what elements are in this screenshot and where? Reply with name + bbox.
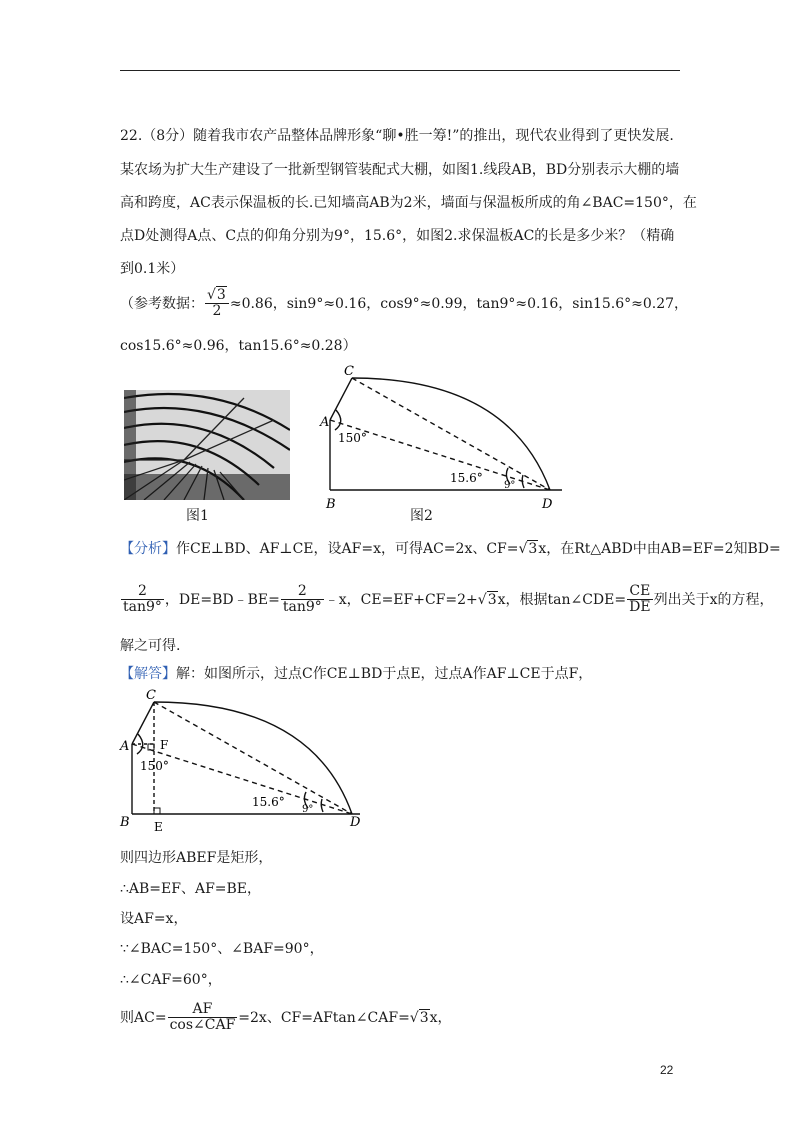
angle-9-label: 9° bbox=[504, 480, 516, 491]
sol-point-c-label: C bbox=[146, 688, 156, 703]
figure-2-caption: 图2 bbox=[410, 508, 433, 524]
frac3-den: DE bbox=[629, 599, 651, 616]
analysis-sqrt-arg: 3 bbox=[528, 541, 538, 557]
frac1-num: 2 bbox=[121, 584, 164, 600]
solution-s6-post: x， bbox=[429, 1009, 452, 1026]
fraction-ce-over-de bbox=[627, 584, 652, 616]
analysis-text-1: 作CE⊥BD、AF⊥CE，设AF=x，可得AC=2x、CF= bbox=[176, 541, 519, 557]
solution-intro: 解：如图所示，过点C作CE⊥BD于点E，过点A作AF⊥CE于点F， bbox=[176, 666, 593, 682]
solution-diagram bbox=[112, 686, 372, 836]
solution-s6-mid: =2x、CF=AFtan∠CAF= bbox=[238, 1009, 410, 1026]
analysis-line-2 bbox=[120, 584, 773, 616]
point-d-label: D bbox=[542, 497, 553, 512]
point-a-label: A bbox=[320, 415, 330, 430]
sol-point-b-label: B bbox=[120, 815, 130, 830]
solution-s6-pre: 则AC= bbox=[120, 1009, 167, 1026]
frac2-num: 2 bbox=[281, 584, 324, 600]
problem-line-5: 到0.1米） bbox=[120, 261, 185, 277]
solution-sqrt-arg: 3 bbox=[419, 1009, 429, 1026]
reference-denominator: 2 bbox=[212, 303, 222, 320]
sol-point-f-label: F bbox=[160, 738, 169, 752]
point-b-label: B bbox=[326, 497, 336, 512]
reference-rest: ≈0.86，sin9°≈0.16，cos9°≈0.99，tan9°≈0.16，sin15.6°≈0.27， bbox=[229, 295, 689, 312]
reference-sqrt-arg: 3 bbox=[216, 287, 226, 303]
greenhouse-photo bbox=[124, 390, 290, 500]
sol-angle-150-label: 150° bbox=[140, 759, 169, 773]
sol-point-d-label: D bbox=[350, 815, 361, 830]
analysis-text-4: x，根据tan∠CDE= bbox=[497, 591, 627, 608]
reference-prefix: （参考数据： bbox=[120, 295, 204, 312]
frac2-den: tan9° bbox=[282, 599, 322, 616]
solution-line-1 bbox=[120, 664, 592, 684]
analysis-text-5: 列出关于x的方程， bbox=[653, 591, 774, 608]
fraction-2-over-tan9 bbox=[121, 584, 164, 616]
problem-line-1: 22.（8分）随着我市农产品整体品牌形象“聊•胜一筹!”的推出，现代农业得到了更快发展. bbox=[120, 128, 674, 144]
s6-den: cos∠CAF bbox=[169, 1017, 236, 1034]
reference-data-line-2: cos15.6°≈0.96，tan15.6°≈0.28） bbox=[120, 338, 357, 354]
header-rule bbox=[120, 70, 680, 71]
page-number: 22 bbox=[660, 1063, 674, 1077]
solution-line-7 bbox=[120, 1002, 452, 1034]
analysis-line-1 bbox=[120, 539, 781, 559]
sol-angle-9-label: 9° bbox=[302, 804, 314, 815]
sol-point-e-label: E bbox=[154, 820, 163, 834]
frac1-den: tan9° bbox=[123, 599, 162, 616]
solution-tag: 【解答】 bbox=[120, 666, 176, 682]
solution-line-5: ∵∠BAC=150°、∠BAF=90°， bbox=[120, 941, 324, 957]
sol-point-a-label: A bbox=[120, 739, 130, 754]
analysis-text-1b: x，在Rt△ABD中由AB=EF=2知BD= bbox=[538, 541, 781, 557]
point-c-label: C bbox=[344, 364, 354, 379]
analysis-line-3: 解之可得. bbox=[120, 638, 181, 654]
problem-line-2: 某农场为扩大生产建设了一批新型钢管装配式大棚，如图1.线段AB，BD分别表示大棚的墙 bbox=[120, 162, 680, 178]
s6-num: AF bbox=[168, 1002, 238, 1018]
analysis-tag: 【分析】 bbox=[120, 541, 176, 557]
analysis-text-2: ，DE=BD﹣BE= bbox=[164, 591, 280, 608]
sqrt3-inline-2: √3 bbox=[477, 591, 497, 608]
analysis-sqrt-arg-2: 3 bbox=[487, 591, 497, 608]
sqrt3-inline-3: √3 bbox=[409, 1009, 429, 1026]
problem-line-4: 点D处测得A点、C点的仰角分别为9°，15.6°，如图2.求保温板AC的长是多少米？（精确 bbox=[120, 228, 675, 244]
solution-line-2: 则四边形ABEF是矩形， bbox=[120, 850, 273, 866]
sqrt3-over-2-fraction: $\frac{√3}{2}$ bbox=[205, 288, 229, 320]
fraction-af-over-cos bbox=[168, 1002, 238, 1034]
sqrt3-inline: √3 bbox=[518, 541, 538, 557]
solution-line-3: ∴AB=EF、AF=BE， bbox=[120, 881, 262, 897]
analysis-text-3: ﹣x，CE=EF+CF=2+ bbox=[324, 591, 478, 608]
solution-line-6: ∴∠CAF=60°， bbox=[120, 972, 222, 988]
angle-150-label: 150° bbox=[338, 431, 367, 445]
solution-line-4: 设AF=x， bbox=[120, 911, 188, 927]
angle-15-6-label: 15.6° bbox=[450, 471, 483, 485]
frac3-num: CE bbox=[627, 584, 652, 600]
reference-data-line-1 bbox=[120, 288, 688, 320]
fraction-2-over-tan9-b bbox=[281, 584, 324, 616]
sol-angle-15-6-label: 15.6° bbox=[252, 795, 285, 809]
problem-line-3: 高和跨度，AC表示保温板的长.已知墙高AB为2米，墙面与保温板所成的角∠BAC=150°，在 bbox=[120, 195, 697, 211]
figure-1-caption: 图1 bbox=[186, 508, 209, 524]
figure-2-diagram bbox=[318, 360, 568, 520]
